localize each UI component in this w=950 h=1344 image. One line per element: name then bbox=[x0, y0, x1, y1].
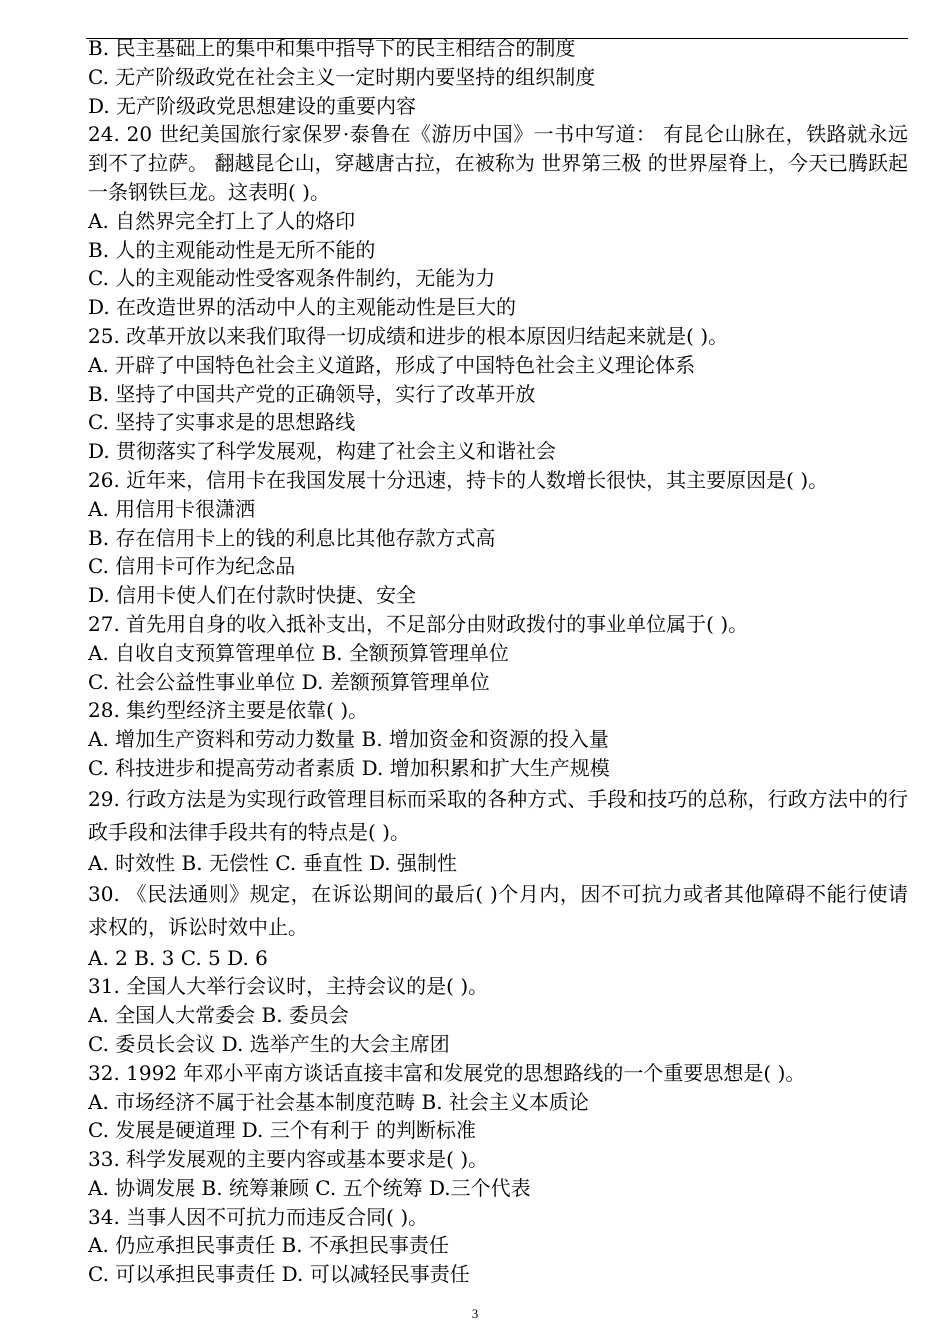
page-number: 3 bbox=[471, 1306, 479, 1321]
question-27: 27. 首先用自身的收入抵补支出，不足部分由财政拨付的事业单位属于( )。 bbox=[88, 611, 749, 636]
question-28: 28. 集约型经济主要是依靠( )。 bbox=[88, 698, 369, 723]
option-line: A. 仍应承担民事责任 B. 不承担民事责任 bbox=[88, 1233, 449, 1258]
option-line: D. 在改造世界的活动中人的主观能动性是巨大的 bbox=[88, 295, 517, 320]
question-30: 30. 《民法通则》规定，在诉讼期间的最后( )个月内，因不可抗力或者其他障碍不能行使请求权的，诉讼时效中止。 bbox=[88, 881, 908, 939]
option-line: D. 信用卡使人们在付款时快捷、安全 bbox=[88, 583, 417, 608]
question-29: 29. 行政方法是为实现行政管理目标而采取的各种方式、手段和技巧的总称，行政方法中的行政手段和法律手段共有的特点是( )。 bbox=[88, 786, 908, 844]
option-line: C. 科技进步和提高劳动者素质 D. 增加积累和扩大生产规模 bbox=[88, 755, 610, 780]
option-line: B. 人的主观能动性是无所不能的 bbox=[88, 237, 376, 262]
option-line: C. 发展是硬道理 D. 三个有利于 的判断标准 bbox=[88, 1118, 477, 1143]
option-line: B. 民主基础上的集中和集中指导下的民主相结合的制度 bbox=[88, 36, 576, 60]
option-line: A. 全国人大常委会 B. 委员会 bbox=[88, 1003, 349, 1028]
option-line: A. 协调发展 B. 统筹兼顾 C. 五个统筹 D.三个代表 bbox=[88, 1175, 531, 1200]
question-34: 34. 当事人因不可抗力而违反合同( )。 bbox=[88, 1204, 429, 1229]
option-line: A. 开辟了中国特色社会主义道路，形成了中国特色社会主义理论体系 bbox=[88, 352, 696, 377]
option-line: A. 用信用卡很潇洒 bbox=[88, 496, 256, 521]
option-line: C. 坚持了实事求是的思想路线 bbox=[88, 410, 356, 435]
question-32: 32. 1992 年邓小平南方谈话直接丰富和发展党的思想路线的一个重要思想是( )。 bbox=[88, 1060, 806, 1085]
option-line: B. 坚持了中国共产党的正确领导，实行了改革开放 bbox=[88, 381, 536, 406]
option-line: A. 市场经济不属于社会基本制度范畴 B. 社会主义本质论 bbox=[88, 1089, 589, 1114]
option-line: C. 可以承担民事责任 D. 可以减轻民事责任 bbox=[88, 1262, 470, 1287]
question-25: 25. 改革开放以来我们取得一切成绩和进步的根本原因归结起来就是( )。 bbox=[88, 323, 729, 348]
option-line: A. 时效性 B. 无偿性 C. 垂直性 D. 强制性 bbox=[88, 850, 457, 875]
option-line: D. 贯彻落实了科学发展观，构建了社会主义和谐社会 bbox=[88, 439, 557, 464]
option-line: D. 无产阶级政党思想建设的重要内容 bbox=[88, 93, 417, 118]
option-line: C. 社会公益性事业单位 D. 差额预算管理单位 bbox=[88, 669, 490, 694]
option-line: A. 增加生产资料和劳动力数量 B. 增加资金和资源的投入量 bbox=[88, 727, 609, 752]
option-line: C. 信用卡可作为纪念品 bbox=[88, 554, 296, 579]
option-line: C. 无产阶级政党在社会主义一定时期内要坚持的组织制度 bbox=[88, 64, 596, 89]
question-content bbox=[88, 34, 908, 1289]
option-line: C. 委员长会议 D. 选举产生的大会主席团 bbox=[88, 1031, 450, 1056]
option-line: A. 2 B. 3 C. 5 D. 6 bbox=[88, 945, 268, 970]
question-31: 31. 全国人大举行会议时，主持会议的是( )。 bbox=[88, 974, 489, 999]
option-line: A. 自收自支预算管理单位 B. 全额预算管理单位 bbox=[88, 640, 509, 665]
option-line: C. 人的主观能动性受客观条件制约，无能为力 bbox=[88, 266, 496, 291]
question-26: 26. 近年来，信用卡在我国发展十分迅速，持卡的人数增长很快，其主要原因是( )。 bbox=[88, 467, 829, 492]
option-line: B. 存在信用卡上的钱的利息比其他存款方式高 bbox=[88, 525, 496, 550]
option-line: A. 自然界完全打上了人的烙印 bbox=[88, 208, 356, 233]
question-33: 33. 科学发展观的主要内容或基本要求是( )。 bbox=[88, 1147, 489, 1172]
question-24: 24. 20 世纪美国旅行家保罗·泰鲁在《游历中国》一书中写道： 有昆仑山脉在，铁路就永远到不了拉萨。 翻越昆仑山，穿越唐古拉，在被称为 世界第三极 的世界屋脊上，今天已腾跃起一条钢铁巨龙。这表明( )。 bbox=[88, 122, 908, 204]
